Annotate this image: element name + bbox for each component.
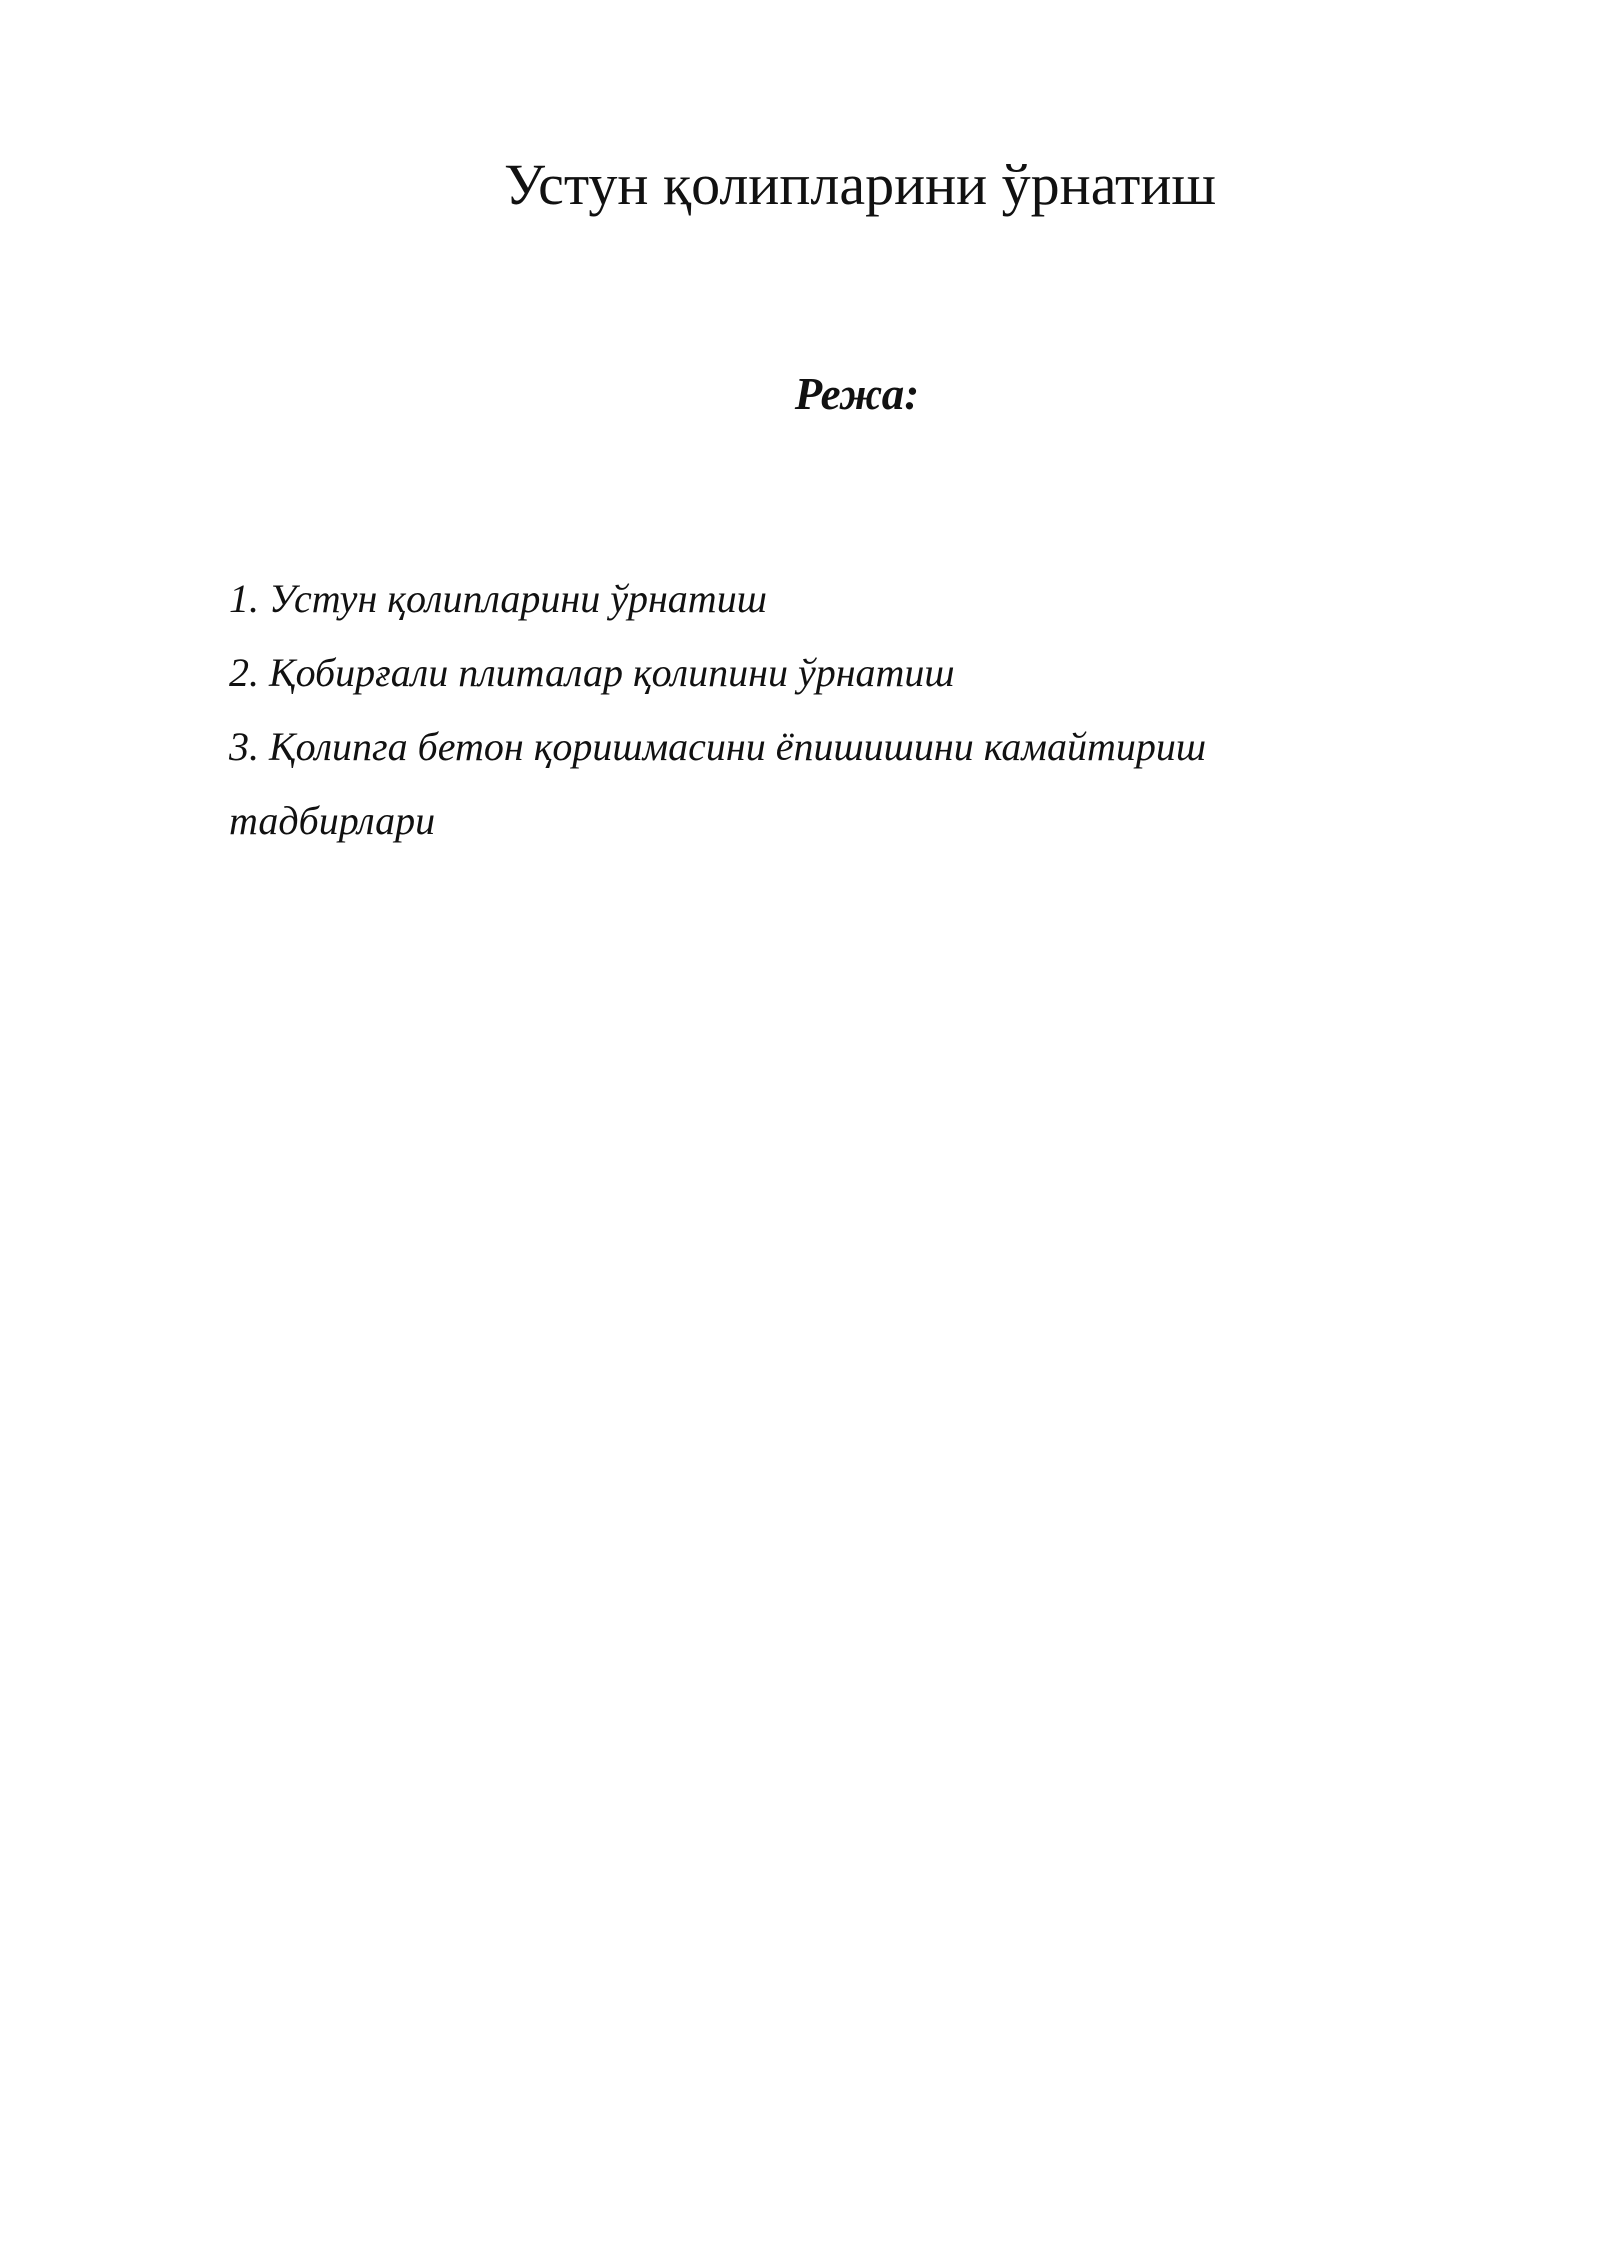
plan-item-number: 2. [229, 650, 259, 695]
plan-item-number: 3. [229, 724, 259, 769]
plan-item [229, 710, 1369, 858]
plan-item [229, 562, 1369, 636]
plan-item-text: Қолипга бетон қоришмасини ёпишишини камайтириш тадбирлари [229, 724, 1207, 843]
document-title: Устун қолипларини ўрнатиш [503, 152, 1217, 217]
plan-list [229, 562, 1369, 858]
plan-item [229, 636, 1369, 710]
plan-item-text: Устун қолипларини ўрнатиш [269, 576, 767, 621]
plan-item-number: 1. [229, 576, 259, 621]
plan-heading: Режа: [794, 369, 920, 419]
plan-item-text: Қобирғали плиталар қолипини ўрнатиш [269, 650, 955, 695]
